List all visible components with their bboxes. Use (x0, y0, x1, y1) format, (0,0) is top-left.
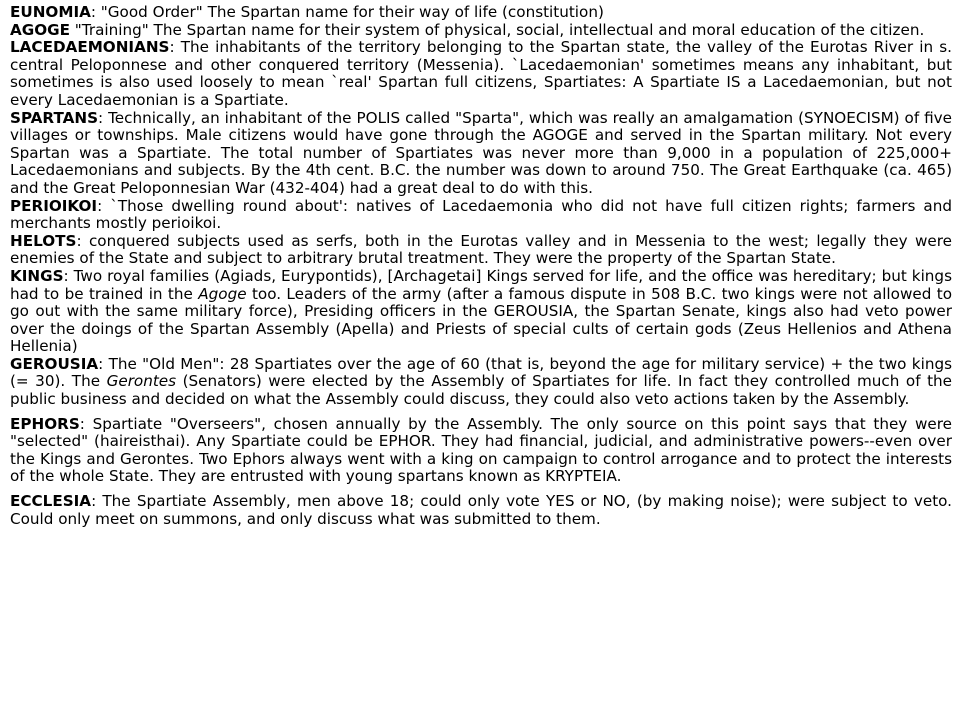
entry-ecclesia (10, 493, 952, 528)
definition-helots: : conquered subjects used as serfs, both in the Eurotas valley and in Messenia to the west; legally they were enemies of the State and subject to arbitrary brutal treatment. They were the property of the Spartan State. (10, 231, 952, 268)
entry-kings (10, 268, 952, 356)
definition-lacedaemonians: : The inhabitants of the territory belonging to the Spartan state, the valley of the Eurotas River in s. central Peloponnese and other conquered territory (Messenia). `Lacedaemonian' sometimes means any inhabitant, but sometimes is also used loosely to mean `real' Spartan full citizens, Spartiates: A Spartiate IS a Lacedaemonian, but not every Lacedaemonian is a Spartiate. (10, 38, 952, 109)
definition-perioikoi: : `Those dwelling round about': natives of Lacedaemonia who did not have full citizen rights; farmers and merchants mostly perioikoi. (10, 196, 952, 233)
term-perioikoi: PERIOIKOI (10, 196, 98, 215)
term-kings: KINGS (10, 266, 64, 285)
term-ephors: EPHORS (10, 414, 80, 433)
definition-ephors: : Spartiate "Overseers", chosen annually by the Assembly. The only source on this point says that they were "selected" (haireisthai). Any Spartiate could be EPHOR. They had financial, judicial, and administrative powers--even over the Kings and Gerontes. Two Ephors always went with a king on campaign to control arrogance and to protect the interests of the whole State. They are entrusted with young spartans known as KRYPTEIA. (10, 414, 952, 486)
definition-kings-part-1: : Two royal families (Agiads, Eurypontids), [Archagetai] Kings served for life, and the office was hereditary; but kings had to be trained in the (10, 266, 952, 303)
definition-gerousia-part-1: : The "Old Men": 28 Spartiates over the age of 60 (that is, beyond the age for military service) + the two kings (= 30). The (10, 354, 952, 391)
definition-spartans: : Technically, an inhabitant of the POLIS called "Sparta", which was really an amalgamation (SYNOECISM) of five villages or townships. Male citizens would have gone through the AGOGE and served in the Spartan military. Not every Spartan was a Spartiate. The total number of Spartiates was never more than 9,000 in a population of 225,000+ Lacedaemonians and subjects. By the 4th cent. B.C. the number was down to around 750. The Great Earthquake (ca. 465) and the Great Peloponnesian War (432-404) had a great deal to do with this. (10, 108, 952, 197)
definition-kings-italic: Agoge (198, 284, 247, 303)
glossary-document (10, 4, 952, 528)
term-ecclesia: ECCLESIA (10, 492, 92, 511)
term-spartans: SPARTANS (10, 108, 99, 127)
term-lacedaemonians: LACEDAEMONIANS (10, 38, 170, 57)
entry-agoge (10, 22, 952, 40)
term-eunomia: EUNOMIA (10, 3, 91, 21)
entry-lacedaemonians (10, 39, 952, 109)
definition-eunomia: : "Good Order" The Spartan name for their way of life (constitution) (90, 3, 604, 21)
entry-ephors (10, 416, 952, 486)
entry-spartans (10, 110, 952, 198)
definition-agoge: "Training" The Spartan name for their system of physical, social, intellectual and moral education of the citizen. (69, 20, 925, 39)
entry-helots (10, 233, 952, 268)
entry-perioikoi (10, 198, 952, 233)
entry-eunomia (10, 4, 952, 22)
term-agoge: AGOGE (10, 20, 70, 39)
definition-kings-part-2: too. Leaders of the army (after a famous dispute in 508 B.C. two kings were not allowed to go out with the same military force), Presiding officers in the GEROUSIA, the Spartan Senate, kings also had veto power over the doings of the Spartan Assembly (Apella) and Priests of special cults of certain gods (Zeus Hellenios and Athena Hellenia) (10, 284, 952, 356)
definition-ecclesia: : The Spartiate Assembly, men above 18; could only vote YES or NO, (by making noise); were subject to veto. Could only meet on summons, and only discuss what was submitted to them. (10, 492, 952, 528)
term-gerousia: GEROUSIA (10, 354, 99, 373)
term-helots: HELOTS (10, 231, 77, 250)
definition-gerousia-part-2: (Senators) were elected by the Assembly of Spartiates for life. In fact they controlled much of the public business and decided on what the Assembly could discuss, they could also veto actions taken by the Assembly. (10, 372, 953, 409)
entry-gerousia (10, 356, 952, 409)
definition-gerousia-italic: Gerontes (106, 372, 177, 391)
